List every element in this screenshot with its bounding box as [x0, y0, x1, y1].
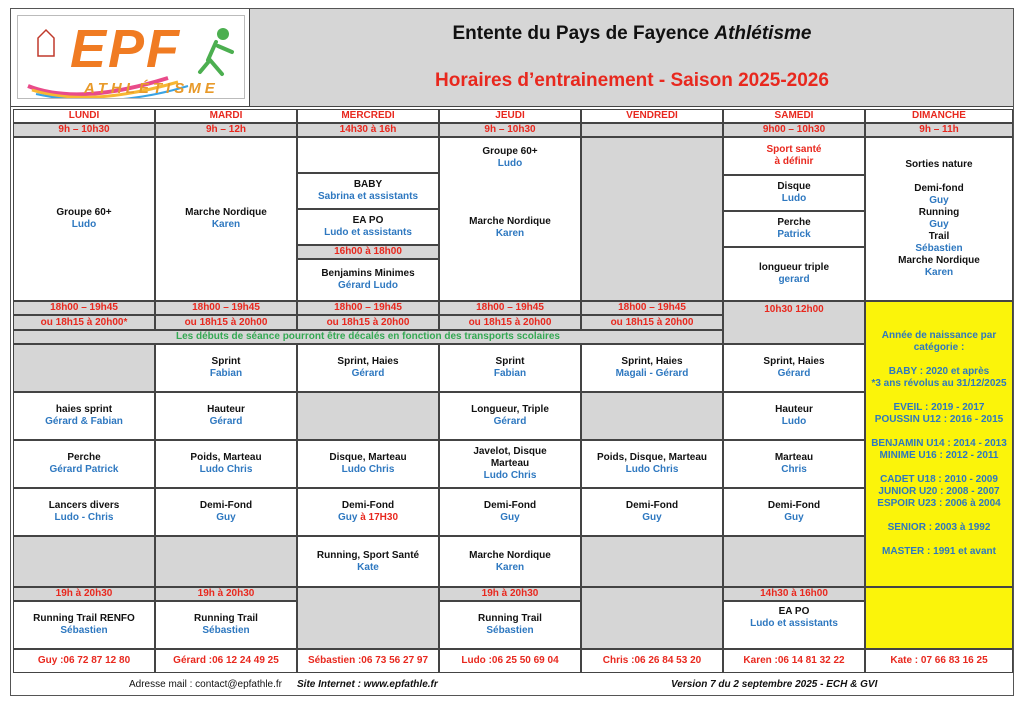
day-mardi: MARDI	[155, 109, 297, 123]
session-name: Marteau	[774, 452, 814, 463]
evening-r1-lundi	[13, 344, 155, 392]
session-name: Demi-Fond	[483, 500, 537, 511]
session-name: Disque, Marteau	[329, 452, 407, 463]
title-main-text: Entente du Pays de Fayence	[452, 23, 710, 44]
footer-site: Site Internet : www.epfathle.fr	[297, 679, 438, 690]
morning-mercredi-benjamins	[297, 259, 439, 301]
day-dimanche: DIMANCHE	[865, 109, 1013, 123]
session-name: Demi-Fond	[625, 500, 679, 511]
late-samedi	[723, 601, 865, 649]
coach-name: Sébastien	[486, 625, 534, 636]
session-name: EA PO	[778, 606, 810, 617]
coach-name: Guy	[784, 512, 804, 523]
coach-name: Ludo et assistants	[750, 618, 838, 629]
evening-alt-mardi: ou 18h15 à 20h00	[155, 315, 297, 330]
cat-baby: BABY : 2020 et après	[888, 366, 990, 377]
coach-name: Gérard Ludo	[337, 280, 398, 291]
session-name: Marche Nordique	[469, 549, 551, 561]
session-name: Running Trail RENFO	[33, 613, 135, 624]
morning-samedi-sport	[723, 137, 865, 175]
evening-r2-vendredi	[581, 392, 723, 440]
categories-title: Année de naissance par	[881, 330, 997, 341]
morning-time-mercredi: 14h30 à 16h	[297, 123, 439, 137]
late-time-jeudi: 19h à 20h30	[439, 587, 581, 601]
logo-subtitle: ATHLÉTISME	[84, 80, 219, 97]
cat-poussin: POUSSIN U12 : 2016 - 2015	[874, 414, 1004, 425]
coach-name: Ludo Chris	[341, 464, 395, 475]
coach-name: Ludo et assistants	[324, 227, 412, 238]
session-name: Sport santé	[766, 144, 822, 155]
evening-r5-mercredi	[297, 536, 439, 587]
evening-r3-samedi	[723, 440, 865, 488]
session-name: Poids, Disque, Marteau	[596, 452, 708, 463]
late-vendredi-empty	[581, 587, 723, 649]
schedule-sheet	[10, 8, 1014, 696]
late-lundi	[13, 601, 155, 649]
session-name: Benjamins Minimes	[321, 268, 415, 279]
evening-r5-vendredi	[581, 536, 723, 587]
session-name: Running	[918, 207, 960, 218]
session-name: Sprint, Haies	[763, 356, 825, 367]
coach-name: Ludo	[497, 158, 523, 169]
evening-r5-mardi	[155, 536, 297, 587]
morning-samedi-longueur	[723, 247, 865, 301]
cat-master: MASTER : 1991 et avant	[882, 546, 996, 557]
title-main	[250, 23, 1014, 45]
session-name: Marche Nordique	[469, 216, 551, 227]
evening-r3-mercredi	[297, 440, 439, 488]
coach-line	[338, 512, 398, 524]
footer-version: Version 7 du 2 septembre 2025 - ECH & GVI	[671, 679, 878, 690]
coach-name: Fabian	[209, 368, 243, 379]
morning-dimanche	[865, 137, 1013, 301]
evening-r1-vendredi	[581, 344, 723, 392]
morning-samedi-disque	[723, 175, 865, 211]
sorties-nature: Sorties nature	[905, 159, 973, 170]
evening-time-mercredi: 18h00 – 19h45	[297, 301, 439, 315]
page-title: Horaires d’entrainement - Saison 2025-2026	[435, 70, 829, 91]
evening-r1-mercredi	[297, 344, 439, 392]
evening-alt-vendredi: ou 18h15 à 20h00	[581, 315, 723, 330]
evening-r2-lundi	[13, 392, 155, 440]
coach-name: Fabian	[493, 368, 527, 379]
coach-name: Ludo	[781, 193, 807, 204]
evening-r4-samedi	[723, 488, 865, 536]
contact-vendredi: Chris :06 26 84 53 20	[581, 649, 723, 673]
evening-r2-mardi	[155, 392, 297, 440]
coach-name: Sébastien	[60, 625, 108, 636]
session-name: Perche	[777, 217, 811, 228]
coach-name: Sébastien	[915, 243, 963, 254]
evening-r4-mardi	[155, 488, 297, 536]
cat-minime: MINIME U16 : 2012 - 2011	[879, 450, 999, 461]
late-time-samedi: 14h30 à 16h00	[723, 587, 865, 601]
evening-r3-lundi	[13, 440, 155, 488]
session-time-note: à 17H30	[360, 512, 399, 523]
evening-r3-jeudi	[439, 440, 581, 488]
evening-r4-lundi	[13, 488, 155, 536]
late-time-lundi: 19h à 20h30	[13, 587, 155, 601]
session-name: Perche	[67, 452, 101, 463]
contact-mercredi: Sébastien :06 73 56 27 97	[297, 649, 439, 673]
evening-r2-jeudi	[439, 392, 581, 440]
session-name: Running Trail	[478, 613, 542, 624]
morning-time-dimanche: 9h – 11h	[865, 123, 1013, 137]
evening-r2-samedi	[723, 392, 865, 440]
evening-r3-mardi	[155, 440, 297, 488]
coach-name: gerard	[778, 274, 810, 285]
coach-name: Gérard	[493, 416, 527, 427]
day-jeudi: JEUDI	[439, 109, 581, 123]
coach-name: Gérard	[777, 368, 811, 379]
evening-time-mardi: 18h00 – 19h45	[155, 301, 297, 315]
morning-vendredi-empty	[581, 137, 723, 301]
morning-time-vendredi	[581, 123, 723, 137]
session-name: Disque	[777, 181, 811, 192]
coach-name: Sébastien	[202, 625, 250, 636]
evening-alt-lundi: ou 18h15 à 20h00*	[13, 315, 155, 330]
session-name: Groupe 60+	[482, 146, 538, 157]
logo-text: EPF	[70, 19, 182, 79]
coach-name: Guy	[337, 512, 358, 523]
evening-alt-mercredi: ou 18h15 à 20h00	[297, 315, 439, 330]
coach-name: Gérard Patrick	[49, 464, 119, 475]
evening-r3-vendredi	[581, 440, 723, 488]
evening-r5-samedi	[723, 536, 865, 587]
contact-jeudi: Ludo :06 25 50 69 04	[439, 649, 581, 673]
day-mercredi: MERCREDI	[297, 109, 439, 123]
coach-name: Ludo	[781, 416, 807, 427]
morning-time-jeudi: 9h – 10h30	[439, 123, 581, 137]
coach-name: Ludo Chris	[625, 464, 679, 475]
evening-r4-jeudi	[439, 488, 581, 536]
session-detail: à définir	[774, 156, 814, 167]
evening-time-samedi: 10h30 12h00	[723, 301, 865, 344]
session-name: Hauteur	[207, 404, 245, 415]
late-mardi	[155, 601, 297, 649]
late-dimanche-yellow	[865, 587, 1013, 649]
session-name: Demi-fond	[914, 183, 964, 194]
title-italic: Athlétisme	[714, 23, 812, 44]
cat-espoir: ESPOIR U23 : 2006 à 2004	[877, 498, 1001, 509]
session-name: Demi-Fond	[341, 500, 395, 511]
coach-name: Gérard	[351, 368, 385, 379]
session-name: Marche Nordique	[185, 207, 267, 218]
morning-time-lundi: 9h – 10h30	[13, 123, 155, 137]
evening-r1-jeudi	[439, 344, 581, 392]
session-name: BABY	[353, 179, 383, 190]
cat-senior: SENIOR : 2003 à 1992	[887, 522, 991, 533]
evening-r4-mercredi	[297, 488, 439, 536]
session-name: Trail	[928, 231, 950, 242]
session-name: EA PO	[352, 215, 384, 226]
evening-r1-mardi	[155, 344, 297, 392]
coach-name: Ludo	[71, 219, 97, 230]
contact-samedi: Karen :06 14 81 32 22	[723, 649, 865, 673]
coach-name: Guy	[216, 512, 236, 523]
coach-name: Guy	[929, 219, 949, 230]
coach-name: Karen	[924, 267, 954, 278]
session-name: Demi-Fond	[199, 500, 253, 511]
coach-name: Karen	[495, 228, 525, 239]
coach-name: Magali - Gérard	[615, 368, 689, 379]
coach-name: Patrick	[777, 229, 811, 240]
coach-name: Guy	[929, 195, 949, 206]
coach-name: Karen	[495, 561, 525, 573]
day-lundi: LUNDI	[13, 109, 155, 123]
evening-r4-vendredi	[581, 488, 723, 536]
cat-junior: JUNIOR U20 : 2008 - 2007	[878, 486, 1000, 497]
morning-lundi	[13, 137, 155, 301]
contact-mardi: Gérard :06 12 24 49 25	[155, 649, 297, 673]
late-jeudi	[439, 601, 581, 649]
session-name: Sprint	[495, 356, 525, 367]
morning-jeudi	[439, 137, 581, 301]
evening-r1-samedi	[723, 344, 865, 392]
coach-name: Ludo Chris	[199, 464, 253, 475]
late-time-mardi: 19h à 20h30	[155, 587, 297, 601]
session-name: Running, Sport Santé	[316, 549, 420, 561]
categories-title-2: catégorie :	[913, 342, 965, 353]
cat-eveil: EVEIL : 2019 - 2017	[893, 402, 985, 413]
evening-time-lundi: 18h00 – 19h45	[13, 301, 155, 315]
contact-dimanche: Kate : 07 66 83 16 25	[865, 649, 1013, 673]
morning-time-mardi: 9h – 12h	[155, 123, 297, 137]
morning-mardi	[155, 137, 297, 301]
session-name: Sprint, Haies	[337, 356, 399, 367]
session-name: Poids, Marteau	[190, 452, 262, 463]
coach-name: Kate	[357, 561, 379, 573]
evening-alt-jeudi: ou 18h15 à 20h00	[439, 315, 581, 330]
day-vendredi: VENDREDI	[581, 109, 723, 123]
logo	[17, 15, 245, 99]
session-name: Longueur, Triple	[471, 404, 549, 415]
coach-name: Ludo Chris	[483, 470, 537, 481]
cat-benjamin: BENJAMIN U14 : 2014 - 2013	[871, 438, 1007, 449]
session-name: Groupe 60+	[56, 207, 112, 218]
coach-name: Chris	[781, 464, 807, 475]
contact-lundi: Guy :06 72 87 12 80	[13, 649, 155, 673]
cat-cadet: CADET U18 : 2010 - 2009	[880, 474, 998, 485]
notice-banner: Les débuts de séance pourront être décalés en fonction des transports scolaires	[13, 330, 723, 344]
cat-baby-note: *3 ans révolus au 31/12/2025	[871, 378, 1007, 389]
mercredi-time2: 16h00 à 18h00	[297, 245, 439, 259]
coach-name: Guy	[500, 512, 520, 523]
coach-name: Ludo - Chris	[54, 512, 114, 523]
coach-name: Gérard	[209, 416, 243, 427]
session-name: Marche Nordique	[898, 255, 980, 266]
coach-name: Karen	[211, 219, 241, 230]
header-divider	[11, 106, 1013, 107]
morning-samedi-perche	[723, 211, 865, 247]
session-name: longueur triple	[759, 262, 829, 273]
session-name: Javelot, Disque Marteau	[473, 446, 547, 469]
session-name: haies sprint	[55, 404, 113, 415]
day-samedi: SAMEDI	[723, 109, 865, 123]
session-name: Demi-Fond	[767, 500, 821, 511]
morning-time-samedi: 9h00 – 10h30	[723, 123, 865, 137]
morning-mercredi-eapo	[297, 209, 439, 245]
coach-name: Guy	[642, 512, 662, 523]
late-mercredi-empty	[297, 587, 439, 649]
evening-time-jeudi: 18h00 – 19h45	[439, 301, 581, 315]
session-name: Sprint	[211, 356, 241, 367]
session-name: Running Trail	[194, 613, 258, 624]
title-block	[249, 9, 1013, 107]
session-name: Hauteur	[775, 404, 813, 415]
session-name: Lancers divers	[48, 500, 120, 511]
evening-r2-mercredi	[297, 392, 439, 440]
coach-name: Gérard & Fabian	[45, 416, 123, 427]
evening-r5-lundi	[13, 536, 155, 587]
footer-mail: Adresse mail : contact@epfathle.fr	[129, 679, 282, 690]
evening-time-vendredi: 18h00 – 19h45	[581, 301, 723, 315]
coach-name: Sabrina et assistants	[317, 191, 419, 202]
morning-mercredi-empty	[297, 137, 439, 173]
categories-panel	[865, 301, 1013, 587]
evening-r5-jeudi	[439, 536, 581, 587]
session-name: Sprint, Haies	[621, 356, 683, 367]
morning-mercredi-baby	[297, 173, 439, 209]
